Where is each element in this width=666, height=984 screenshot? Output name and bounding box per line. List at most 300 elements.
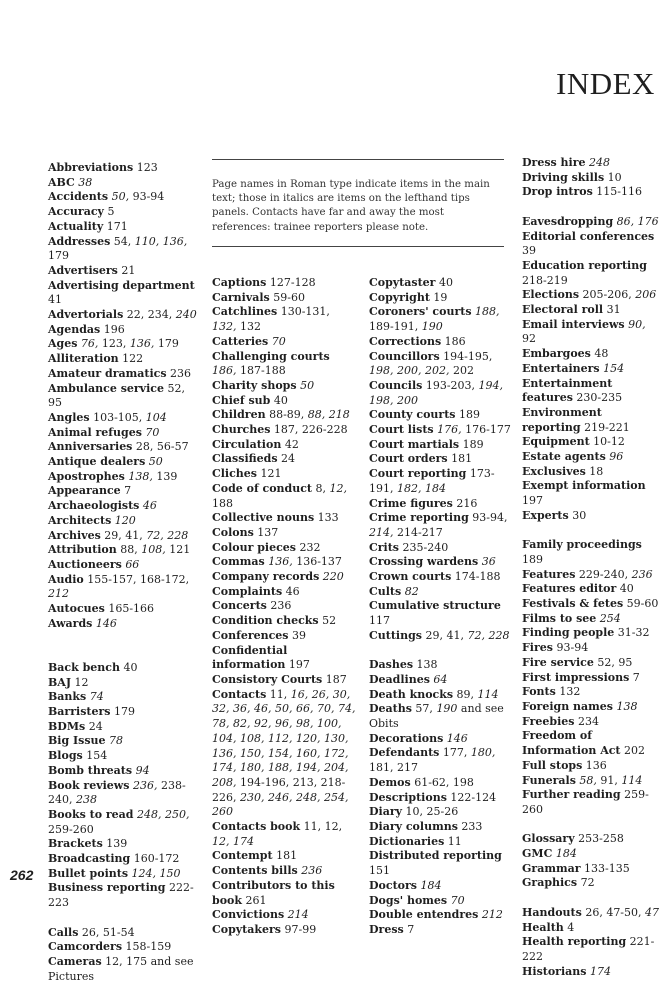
- index-entry: [369, 673, 511, 688]
- index-entry: [212, 305, 357, 334]
- index-headword: Commas: [212, 555, 265, 569]
- index-headword: Crime figures: [369, 496, 453, 510]
- index-entry: [48, 764, 198, 779]
- index-headword: Court martials: [369, 437, 460, 451]
- index-entry: [212, 482, 357, 511]
- index-headword: Actuality: [48, 219, 104, 233]
- index-headword: Apostrophes: [48, 469, 125, 483]
- index-entry: [522, 626, 660, 641]
- index-headword: Abbreviations: [48, 161, 134, 174]
- page-ref: 40: [616, 582, 634, 596]
- page-ref: 42: [281, 437, 299, 451]
- page-ref-italic: 58,: [579, 773, 597, 787]
- index-headword: Antique dealers: [48, 455, 146, 469]
- index-headword: Business reporting: [48, 881, 166, 895]
- index-entry: [48, 617, 198, 632]
- index-headword: Chief sub: [212, 393, 271, 407]
- page-ref: 8,: [312, 481, 330, 495]
- page-ref: 12, 175 and see Pictures: [48, 954, 194, 983]
- index-headword: Children: [212, 408, 266, 422]
- page-ref: 123,: [98, 337, 130, 351]
- index-headword: Camcorders: [48, 940, 123, 954]
- index-entry: [48, 676, 198, 691]
- page-ref: 28, 56-57: [132, 440, 189, 454]
- index-entry: [522, 538, 660, 567]
- index-headword: Audio: [48, 572, 84, 586]
- entry-gap: [522, 524, 660, 539]
- index-headword: Copytaster: [369, 276, 436, 289]
- index-headword: Health: [522, 920, 564, 934]
- page-ref: 121: [257, 467, 282, 481]
- index-headword: Copyright: [369, 290, 430, 304]
- index-headword: Dictionaries: [369, 834, 445, 848]
- index-entry: [369, 658, 511, 673]
- page-ref-italic: 12,: [329, 481, 348, 495]
- index-headword: Calls: [48, 925, 79, 939]
- index-entry: [522, 612, 660, 627]
- index-headword: Big Issue: [48, 734, 106, 748]
- page-ref-italic: 138,: [128, 469, 153, 483]
- page-ref: 232: [296, 540, 321, 554]
- index-headword: Challenging courts: [212, 349, 330, 363]
- page-ref: 26, 51-54: [78, 925, 135, 939]
- index-entry: [48, 602, 198, 617]
- index-entry: [522, 509, 660, 524]
- page-ref: 117: [369, 614, 390, 628]
- index-column-1: [48, 161, 198, 984]
- page-ref-italic: 50: [148, 455, 163, 469]
- index-entry: [212, 629, 357, 644]
- index-entry: [48, 926, 198, 941]
- index-headword: Funerals: [522, 773, 576, 787]
- index-headword: Ages: [48, 337, 78, 351]
- page-ref-italic: 66: [125, 557, 140, 571]
- page-ref-italic: 50: [300, 378, 315, 392]
- index-entry: [369, 835, 511, 850]
- page-ref: 115-116: [592, 185, 642, 199]
- index-headword: Court orders: [369, 452, 448, 466]
- index-entry: [522, 832, 660, 847]
- page-ref: 18: [585, 464, 604, 478]
- index-headword: Grammar: [522, 861, 581, 875]
- index-headword: First impressions: [522, 670, 630, 684]
- page-ref: 234: [574, 714, 599, 728]
- page-ref-italic: 174: [589, 964, 611, 978]
- page-ref: 238-240,: [48, 778, 186, 807]
- index-entry: [48, 734, 198, 749]
- index-entry: [48, 440, 198, 455]
- index-entry: [212, 820, 357, 849]
- index-entry: [48, 514, 198, 529]
- page-ref-italic: 176,: [437, 423, 462, 437]
- page-ref-italic: 64: [433, 672, 448, 686]
- index-entry: [48, 367, 198, 382]
- index-headword: Handouts: [522, 905, 582, 919]
- page-ref: and see Obits: [369, 702, 504, 731]
- page-ref-italic: 190: [421, 320, 443, 334]
- page-ref: 24: [277, 452, 296, 466]
- index-headword: Crossing wardens: [369, 555, 479, 569]
- index-entry: [522, 230, 660, 259]
- index-entry: [212, 276, 357, 291]
- index-headword: Health reporting: [522, 935, 627, 949]
- index-headword: Diary: [369, 805, 403, 819]
- index-headword: Catchlines: [212, 305, 278, 319]
- intro-top-rule: [212, 159, 504, 160]
- page-ref-italic: 50,: [111, 190, 130, 204]
- index-headword: Crown courts: [369, 570, 452, 584]
- page-ref-italic: 236: [301, 864, 323, 878]
- index-entry: [369, 276, 511, 291]
- index-entry: [522, 671, 660, 686]
- index-headword: Archives: [48, 528, 101, 542]
- page-ref: 189-191,: [369, 320, 422, 334]
- index-headword: Demos: [369, 775, 411, 789]
- index-entry: [48, 940, 198, 955]
- index-entry: [212, 570, 357, 585]
- page-ref-italic: 82: [404, 584, 419, 598]
- page-ref-italic: 198, 200, 202,: [369, 364, 450, 378]
- page-ref: 218-219: [522, 273, 568, 287]
- page-ref-italic: 138: [616, 699, 638, 713]
- index-entry: [212, 394, 357, 409]
- page-ref-italic: 136,: [268, 555, 293, 569]
- index-entry: [369, 585, 511, 600]
- index-entry: [212, 599, 357, 614]
- index-entry: [369, 732, 511, 747]
- index-headword: Councils: [369, 378, 423, 392]
- index-entry: [522, 450, 660, 465]
- page-ref: 151: [369, 864, 390, 878]
- index-headword: Bomb threats: [48, 763, 133, 777]
- index-headword: Entertainers: [522, 361, 600, 375]
- index-entry: [48, 337, 198, 352]
- page-ref: 155-157, 168-172,: [83, 572, 190, 586]
- page-ref-italic: 182, 184: [397, 481, 446, 495]
- page-ref: 122-124: [446, 790, 497, 804]
- page-ref-italic: 108,: [141, 543, 166, 557]
- page-ref-italic: 184: [555, 847, 577, 860]
- page-ref-italic: 236,: [132, 778, 158, 792]
- index-headword: GMC: [522, 847, 553, 860]
- page-ref: 97-99: [281, 922, 317, 936]
- index-headword: Entertainment features: [522, 376, 613, 405]
- page-ref: 173-191,: [369, 467, 495, 495]
- page-ref-italic: 70: [145, 425, 160, 439]
- page-ref: 138: [413, 658, 438, 672]
- page-ref-italic: 146: [95, 616, 117, 630]
- page-ref: 30: [568, 508, 587, 522]
- index-headword: Editorial conferences: [522, 229, 655, 243]
- index-headword: Diary columns: [369, 820, 458, 833]
- page-ref-italic: 184: [420, 878, 442, 892]
- index-entry: [369, 894, 511, 909]
- page-ref: 189: [459, 437, 484, 451]
- page-ref: 202: [449, 364, 474, 378]
- index-entry: [522, 788, 660, 817]
- index-headword: Embargoes: [522, 347, 591, 361]
- index-entry: [522, 921, 660, 936]
- index-headword: Agendas: [48, 322, 101, 336]
- index-entry: [212, 541, 357, 556]
- index-headword: Appearance: [48, 484, 121, 498]
- page-ref: 233: [457, 820, 483, 833]
- page-ref-italic: 90,: [628, 317, 646, 331]
- index-entry: [522, 965, 660, 980]
- index-headword: Email interviews: [522, 317, 625, 331]
- page-ref: 11, 12,: [300, 820, 343, 834]
- page-ref-italic: 180,: [470, 746, 496, 760]
- index-entry: [369, 452, 511, 467]
- page-ref: 154: [82, 749, 108, 763]
- index-headword: ABC: [48, 175, 75, 189]
- index-entry: [369, 570, 511, 585]
- index-entry: [369, 379, 511, 408]
- page-ref-italic: 96: [609, 450, 624, 464]
- page-ref: 4: [563, 920, 575, 934]
- index-entry: [212, 555, 357, 570]
- page-ref-italic: 47: [645, 905, 660, 919]
- index-headword: Films to see: [522, 611, 597, 625]
- page-ref-italic: 214: [287, 908, 309, 922]
- index-headword: Convictions: [212, 908, 285, 922]
- page-ref-italic: 76,: [80, 337, 99, 351]
- index-entry: [212, 526, 357, 541]
- index-entry: [212, 673, 357, 688]
- page-title: INDEX: [556, 66, 655, 101]
- page-ref: 259-260: [522, 788, 649, 816]
- page-ref: 187, 226-228: [270, 423, 348, 437]
- index-headword: Full stops: [522, 758, 583, 772]
- page-ref: 179: [48, 249, 69, 263]
- index-entry: [48, 190, 198, 205]
- index-headword: Contents bills: [212, 864, 298, 878]
- page-ref: 136-137: [292, 555, 342, 569]
- page-ref: 29, 41,: [100, 528, 147, 542]
- index-entry: [369, 497, 511, 512]
- index-headword: Contributors to this book: [212, 878, 335, 907]
- intro-bottom-rule: [212, 246, 504, 247]
- index-entry: [48, 426, 198, 441]
- page-ref: 52: [318, 614, 337, 628]
- page-ref: 7: [403, 922, 415, 936]
- index-headword: Angles: [48, 410, 90, 424]
- index-entry: [48, 484, 198, 499]
- index-entry: [212, 379, 357, 394]
- index-entry: [212, 879, 357, 908]
- page-ref: 5: [103, 205, 115, 219]
- index-entry: [369, 408, 511, 423]
- index-headword: Bullet points: [48, 866, 129, 880]
- page-ref-italic: 212: [48, 587, 69, 601]
- index-headword: Descriptions: [369, 790, 447, 804]
- page-ref: 236: [166, 366, 192, 380]
- page-ref-italic: 248, 250,: [136, 807, 190, 821]
- index-entry: [369, 879, 511, 894]
- page-ref-italic: 146: [446, 731, 468, 745]
- page-ref: 261: [242, 893, 267, 907]
- page-ref: 24: [85, 719, 103, 733]
- index-entry: [522, 377, 660, 406]
- page-ref-italic: 72, 228: [146, 528, 189, 542]
- page-ref: 189: [455, 408, 480, 422]
- index-headword: Glossary: [522, 832, 575, 846]
- index-entry: [48, 352, 198, 367]
- index-headword: Accidents: [48, 190, 109, 204]
- page-ref: 29, 41,: [421, 628, 468, 642]
- page-ref-italic: 238: [76, 793, 97, 807]
- entry-gap: [48, 632, 198, 647]
- intro-note: Page names in Roman type indicate items in the main text; those in italics are items on the lefthand tips panels. Contacts have far and away the most references: trainee reporters please note.: [212, 179, 490, 233]
- index-headword: Charity shops: [212, 378, 297, 392]
- index-entry: [48, 499, 198, 514]
- index-entry: [522, 876, 660, 891]
- index-entry: [522, 862, 660, 877]
- page-ref: 229-240,: [575, 567, 632, 581]
- index-headword: Fires: [522, 641, 553, 655]
- page-ref: 39: [522, 244, 536, 258]
- page-ref: 187-188: [236, 364, 286, 378]
- index-entry: [522, 641, 660, 656]
- page-ref: 176-177: [461, 423, 511, 437]
- index-headword: Features: [522, 567, 576, 581]
- index-entry: [48, 955, 198, 984]
- index-headword: Back bench: [48, 660, 120, 674]
- page-ref-italic: 86, 176: [616, 214, 659, 228]
- index-headword: Captions: [212, 276, 267, 289]
- page-ref-italic: 46: [142, 499, 157, 513]
- page-ref: 158-159: [122, 940, 172, 954]
- page-ref: 136: [582, 758, 607, 772]
- page-ref: 133: [314, 511, 339, 525]
- index-headword: Fire service: [522, 655, 594, 669]
- index-entry: [369, 423, 511, 438]
- page-ref-italic: 248: [589, 156, 611, 169]
- page-ref-italic: 254: [599, 611, 621, 625]
- index-headword: Education reporting: [522, 258, 647, 272]
- index-entry: [369, 791, 511, 806]
- page-ref: 59-60: [269, 290, 305, 304]
- index-headword: Environment reporting: [522, 405, 602, 434]
- page-ref: 11: [444, 834, 462, 848]
- page-ref: 57,: [411, 702, 437, 716]
- index-headword: Alliteration: [48, 352, 119, 366]
- page-ref: 11,: [266, 687, 291, 701]
- index-headword: Colons: [212, 525, 254, 539]
- index-headword: Crits: [369, 540, 400, 554]
- index-headword: Cliches: [212, 467, 257, 481]
- index-headword: Animal refuges: [48, 425, 142, 439]
- index-entry: [212, 438, 357, 453]
- index-entry: [48, 235, 198, 264]
- index-headword: Company records: [212, 570, 320, 584]
- page-ref: 197: [285, 658, 310, 672]
- index-entry: [212, 452, 357, 467]
- index-headword: Distributed reporting: [369, 849, 502, 863]
- index-entry: [369, 849, 511, 878]
- index-entry: [369, 805, 511, 820]
- index-headword: Decorations: [369, 731, 444, 745]
- page-ref-italic: 212: [481, 908, 503, 922]
- page-ref: 193-203,: [422, 378, 479, 392]
- page-ref-italic: 236: [631, 567, 653, 581]
- index-headword: Churches: [212, 423, 271, 437]
- index-headword: Features editor: [522, 582, 617, 596]
- page-ref: 197: [522, 494, 543, 508]
- page-ref-italic: 240: [175, 308, 197, 322]
- index-entry: [48, 852, 198, 867]
- page-ref-italic: 190: [436, 702, 458, 716]
- index-entry: [369, 438, 511, 453]
- index-entry: [212, 923, 357, 938]
- page-ref: 171: [103, 219, 128, 233]
- page-ref: 88,: [116, 543, 142, 557]
- index-headword: Eavesdropping: [522, 214, 614, 228]
- index-entry: [522, 568, 660, 583]
- entry-gap: [48, 646, 198, 661]
- page-ref: 54,: [110, 234, 135, 248]
- page-ref-italic: 188,: [475, 305, 500, 319]
- index-entry: [369, 555, 511, 570]
- index-entry: [369, 629, 511, 644]
- page-ref: 92: [522, 332, 536, 346]
- index-entry: [212, 849, 357, 864]
- page-ref: 10-12: [589, 435, 625, 449]
- page-ref: 130-131,: [277, 305, 330, 319]
- index-headword: Exclusives: [522, 464, 586, 478]
- index-headword: BDMs: [48, 719, 86, 733]
- index-headword: Banks: [48, 690, 87, 704]
- index-entry: [212, 864, 357, 879]
- page-ref: 91,: [596, 773, 622, 787]
- index-headword: Addresses: [48, 234, 111, 248]
- page-ref: 132: [555, 685, 581, 699]
- page-ref: 123: [133, 161, 158, 174]
- page-ref: 52, 95: [593, 655, 633, 669]
- index-headword: Dress: [369, 922, 404, 936]
- index-headword: Carnivals: [212, 290, 270, 304]
- page-ref: 61-62, 198: [410, 775, 474, 789]
- page-ref: 160-172: [130, 852, 180, 866]
- index-entry: [48, 881, 198, 910]
- page-ref-italic: 78: [109, 734, 124, 748]
- index-headword: Attribution: [48, 543, 117, 557]
- index-headword: Copytakers: [212, 922, 281, 936]
- index-headword: Cults: [369, 584, 402, 598]
- index-headword: Finding people: [522, 626, 615, 640]
- index-headword: Crime reporting: [369, 511, 469, 525]
- page-ref: 48: [590, 347, 609, 361]
- index-headword: Driving skills: [522, 170, 605, 184]
- index-entry: [212, 511, 357, 526]
- index-headword: Catteries: [212, 334, 269, 348]
- index-headword: Exempt information: [522, 479, 646, 493]
- index-entry: [48, 308, 198, 323]
- page-ref: 222-223: [48, 881, 194, 910]
- index-headword: Conferences: [212, 628, 289, 642]
- index-entry: [522, 774, 660, 789]
- index-headword: Concerts: [212, 599, 267, 613]
- index-entry: [48, 720, 198, 735]
- index-entry: [48, 161, 198, 176]
- index-entry: [369, 291, 511, 306]
- index-headword: Electoral roll: [522, 303, 604, 317]
- index-headword: Archaeologists: [48, 499, 140, 513]
- index-entry: [48, 529, 198, 544]
- index-headword: Complaints: [212, 584, 283, 598]
- index-headword: Court lists: [369, 423, 434, 437]
- index-entry: [212, 335, 357, 350]
